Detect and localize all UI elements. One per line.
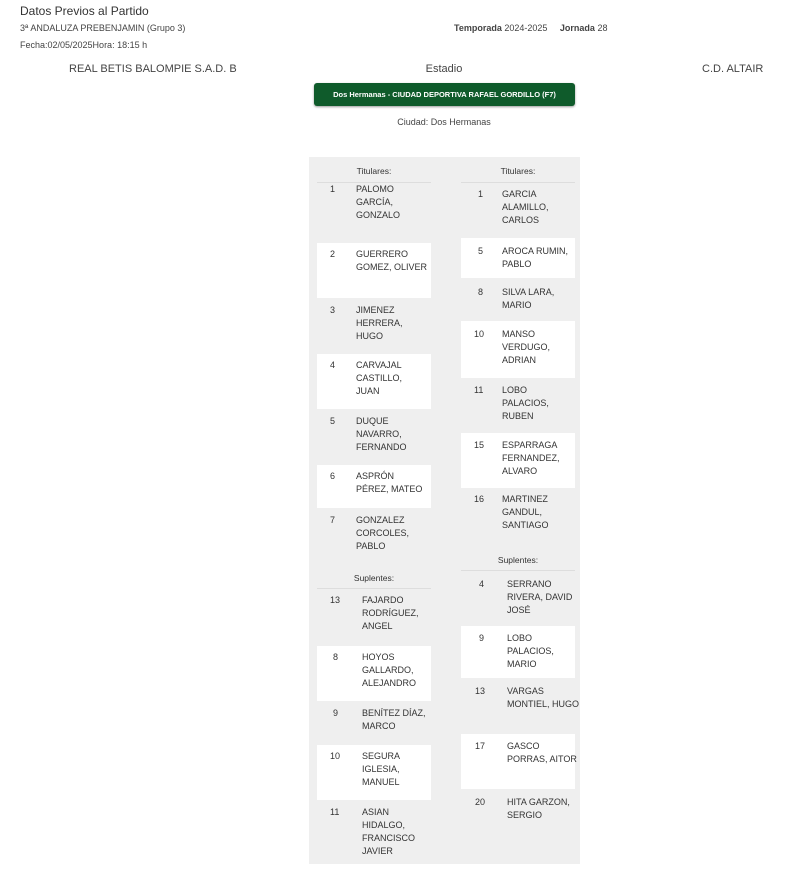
player-number: 20: [475, 797, 486, 807]
home-team-name: REAL BETIS BALOMPIE S.A.D. B: [69, 63, 237, 75]
player-number: 7: [330, 515, 336, 525]
player-row: [317, 508, 431, 568]
player-number: 8: [333, 652, 339, 662]
player-number: 13: [330, 595, 341, 605]
player-number: 2: [330, 249, 336, 259]
player-name: HOYOS GALLARDO, ALEJANDRO: [362, 652, 417, 688]
player-row: [461, 734, 575, 789]
player-row: [461, 433, 575, 488]
player-number: 11: [474, 385, 484, 395]
player-name: MARTINEZ GANDUL, SANTIAGO: [502, 494, 549, 530]
player-number: 10: [330, 751, 341, 761]
player-number: 1: [330, 184, 336, 194]
player-name: CARVAJAL CASTILLO, JUAN: [356, 360, 403, 396]
home-subs-heading: Suplentes:: [317, 568, 431, 589]
player-row: [317, 298, 431, 354]
player-number: 10: [474, 329, 485, 339]
round-value: 28: [597, 23, 608, 33]
player-row: [317, 646, 431, 701]
player-number: 13: [475, 686, 486, 696]
city-label: Ciudad: Dos Hermanas: [397, 117, 491, 127]
player-number: 9: [333, 708, 339, 718]
away-starters-heading: Titulares:: [461, 160, 575, 183]
player-name: ESPARRAGA FERNANDEZ, ALVARO: [502, 440, 560, 476]
player-row: [461, 678, 580, 734]
player-name: BENÍTEZ DÍAZ, MARCO: [362, 708, 426, 731]
player-name: HITA GARZON, SERGIO: [507, 797, 570, 820]
competition-label: 3ª ANDALUZA PREBENJAMIN (Grupo 3): [20, 23, 186, 33]
page-title: Datos Previos al Partido: [20, 4, 149, 18]
player-number: 5: [478, 246, 484, 256]
player-row: [317, 589, 431, 646]
player-name: ASIAN HIDALGO, FRANCISCO JAVIER: [362, 807, 416, 856]
player-row: [461, 571, 575, 626]
player-number: 1: [478, 189, 484, 199]
player-number: 15: [474, 440, 485, 450]
match-date-time: Fecha:02/05/2025Hora: 18:15 h: [20, 40, 148, 50]
player-name: SERRANO RIVERA, DAVID JOSÉ: [507, 579, 573, 615]
home-lineup: [317, 160, 431, 870]
player-name: LOBO PALACIOS, MARIO: [507, 633, 554, 669]
player-row: [461, 321, 575, 378]
away-lineup: [461, 160, 580, 839]
player-name: JIMENEZ HERRERA, HUGO: [356, 305, 403, 341]
player-name: SILVA LARA, MARIO: [502, 287, 555, 310]
player-number: 8: [478, 287, 484, 297]
player-name: GASCO PORRAS, AITOR: [507, 741, 577, 764]
player-name: FAJARDO RODRÍGUEZ, ANGEL: [362, 595, 419, 631]
player-number: 16: [474, 494, 485, 504]
player-row: [317, 354, 431, 409]
player-name: PALOMO GARCÍA, GONZALO: [356, 184, 401, 220]
player-number: 17: [475, 741, 486, 751]
player-name: AROCA RUMIN, PABLO: [502, 246, 569, 269]
player-row: [317, 701, 431, 745]
season-value: 2024-2025: [504, 23, 548, 33]
player-row: [461, 488, 575, 550]
player-name: LOBO PALACIOS, RUBEN: [502, 385, 549, 421]
player-row: [461, 183, 575, 238]
player-row: [461, 238, 575, 278]
player-name: VARGAS MONTIEL, HUGO: [507, 686, 580, 709]
player-name: GUERRERO GOMEZ, OLIVER: [356, 249, 428, 272]
away-subs-heading: Suplentes:: [461, 550, 575, 571]
player-number: 4: [479, 579, 485, 589]
player-number: 5: [330, 416, 336, 426]
player-name: MANSO VERDUGO, ADRIAN: [502, 329, 551, 365]
season-round-info: [454, 23, 607, 33]
player-row: [317, 745, 431, 800]
player-number: 4: [330, 360, 336, 370]
player-row: [317, 409, 431, 465]
player-number: 9: [479, 633, 485, 643]
home-starters-heading: Titulares:: [317, 160, 431, 183]
season-label: Temporada: [454, 23, 502, 33]
player-row: [461, 626, 575, 678]
player-number: 6: [330, 471, 336, 481]
player-row: [461, 378, 575, 433]
stadium-label: Estadio: [425, 63, 463, 75]
player-name: ASPRÓN PÉREZ, MATEO: [356, 471, 423, 494]
away-team-name: C.D. ALTAIR: [702, 63, 764, 75]
round-label: Jornada: [559, 23, 595, 33]
player-name: GARCIA ALAMILLO, CARLOS: [502, 189, 549, 225]
player-row: [317, 243, 431, 298]
player-number: 3: [330, 305, 336, 315]
stadium-button[interactable]: Dos Hermanas - CIUDAD DEPORTIVA RAFAEL GORDILLO (F7): [314, 83, 575, 106]
player-row: [317, 183, 431, 243]
player-name: GONZALEZ CORCOLES, PABLO: [356, 515, 410, 551]
player-row: [317, 800, 431, 870]
player-row: [461, 278, 575, 321]
player-name: DUQUE NAVARRO, FERNANDO: [356, 416, 407, 452]
player-row: [461, 789, 575, 839]
player-name: SEGURA IGLESIA, MANUEL: [362, 751, 400, 787]
player-row: [317, 465, 431, 508]
player-number: 11: [330, 807, 340, 817]
